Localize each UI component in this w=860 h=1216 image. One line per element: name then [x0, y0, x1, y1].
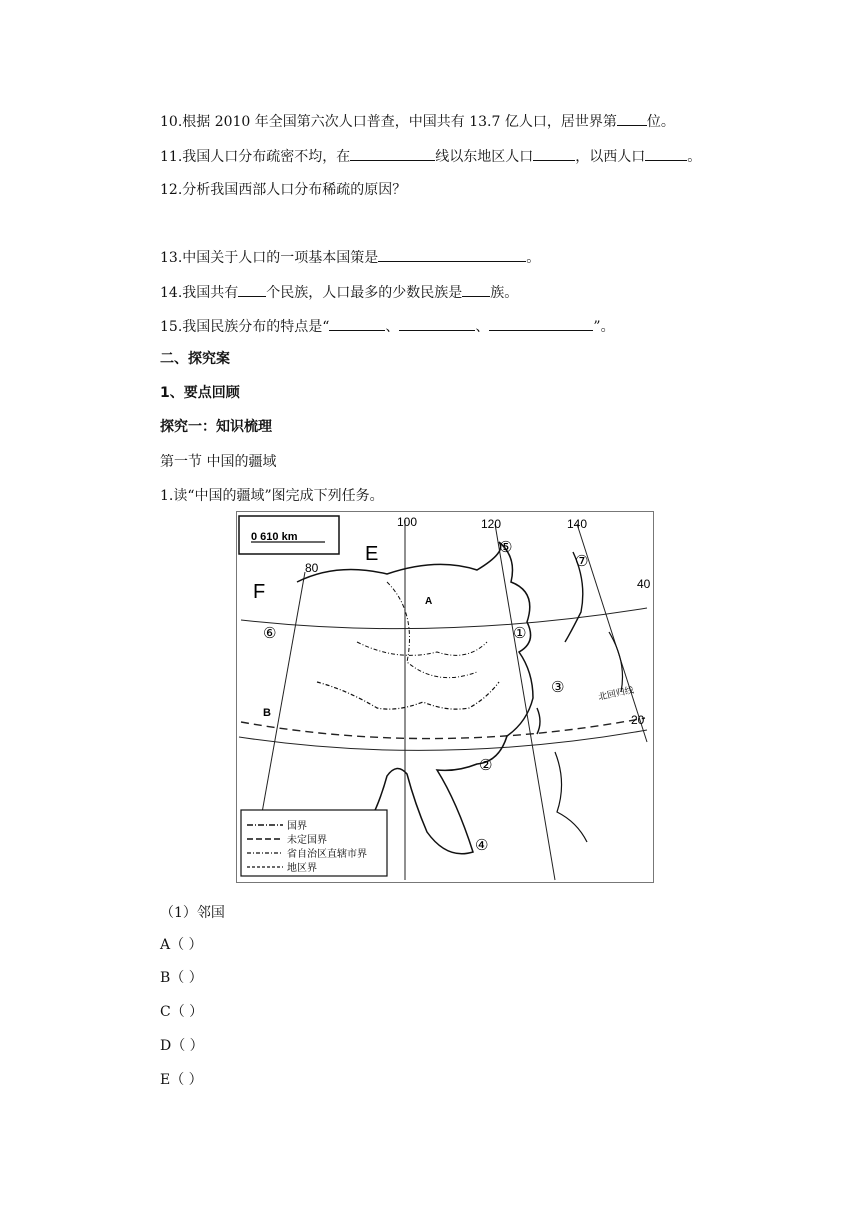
neighbor-e-answer[interactable]: E（ ） — [160, 1072, 203, 1088]
map-figure — [237, 512, 653, 882]
map-letter-f: F — [253, 581, 266, 603]
answer-blank[interactable] — [238, 282, 266, 297]
question-11: 11.我国人口分布疏密不均，在 线以东地区人口 ，以西人口 。 — [160, 146, 701, 167]
question-10: 10.根据 2010 年全国第六次人口普查，中国共有 13.7 亿人口，居世界第 位。 — [160, 111, 675, 132]
map-marker-2: ② — [479, 757, 493, 774]
lon-label-140: 140 — [567, 517, 588, 531]
answer-blank[interactable] — [350, 146, 435, 161]
map-marker-3: ③ — [551, 679, 565, 696]
philippines-outline — [555, 752, 587, 842]
question-12: 12.分析我国西部人口分布稀疏的原因？ — [160, 182, 407, 198]
task-instruction: 1.读“中国的疆域”图完成下列任务。 — [160, 488, 384, 504]
neighbors-heading: （1）邻国 — [160, 905, 225, 921]
parallel-40 — [241, 608, 647, 629]
lesson-title: 第一节 中国的疆域 — [160, 454, 277, 470]
map-letter-e: E — [365, 543, 379, 565]
lon-label-100: 100 — [397, 515, 418, 529]
neighbor-c-answer[interactable]: C（ ） — [160, 1004, 204, 1020]
taiwan-outline — [537, 708, 540, 734]
legend-label: 地区界 — [287, 863, 317, 874]
lat-label-40: 40 — [637, 577, 651, 591]
legend-label: 省自治区直辖市界 — [287, 849, 367, 860]
inquiry-heading: 探究一：知识梳理 — [160, 419, 272, 435]
map-marker-4: ④ — [475, 837, 489, 854]
question-14: 14.我国共有 个民族，人口最多的少数民族是 族。 — [160, 282, 518, 303]
answer-blank[interactable] — [533, 146, 575, 161]
answer-blank[interactable] — [329, 316, 385, 331]
neighbor-b-answer[interactable]: B（ ） — [160, 970, 203, 986]
internal-boundary — [357, 642, 487, 655]
answer-blank[interactable] — [399, 316, 475, 331]
tropic-of-cancer — [241, 718, 645, 739]
neighbor-a-answer[interactable]: A（ ） — [160, 937, 203, 953]
neighbor-d-answer[interactable]: D（ ） — [160, 1038, 204, 1054]
lat-label-20: 20 — [631, 713, 645, 727]
answer-blank[interactable] — [617, 111, 647, 126]
coastline — [297, 542, 533, 854]
internal-boundary — [317, 682, 499, 709]
lon-label-80: 80 — [305, 561, 319, 575]
question-15: 15.我国民族分布的特点是“ 、 、 ”。 — [160, 316, 615, 337]
island-outline — [609, 632, 623, 692]
lon-label-120: 120 — [481, 517, 502, 531]
map-marker-6: ⑥ — [263, 625, 277, 642]
answer-blank[interactable] — [462, 282, 490, 297]
answer-blank[interactable] — [645, 146, 687, 161]
map-letter-a: A — [425, 596, 433, 607]
map-letter-b: B — [263, 707, 271, 719]
map-marker-1: ① — [513, 625, 527, 642]
scale-label: 0 610 km — [251, 531, 298, 543]
china-territory-map — [236, 511, 654, 883]
parallel-20 — [239, 730, 647, 750]
map-marker-7: ⑦ — [575, 553, 589, 570]
question-13: 13.中国关于人口的一项基本国策是 。 — [160, 247, 540, 268]
map-marker-5: ⑤ — [499, 539, 513, 556]
tropic-label: 北回归线 — [597, 684, 635, 702]
answer-blank[interactable] — [489, 316, 593, 331]
section-heading: 二、探究案 — [160, 351, 230, 367]
review-heading: 1、要点回顾 — [160, 385, 240, 401]
legend-label: 国界 — [287, 821, 307, 832]
meridian-120 — [495, 524, 555, 880]
answer-blank[interactable] — [378, 247, 526, 262]
legend-label: 未定国界 — [287, 835, 327, 846]
